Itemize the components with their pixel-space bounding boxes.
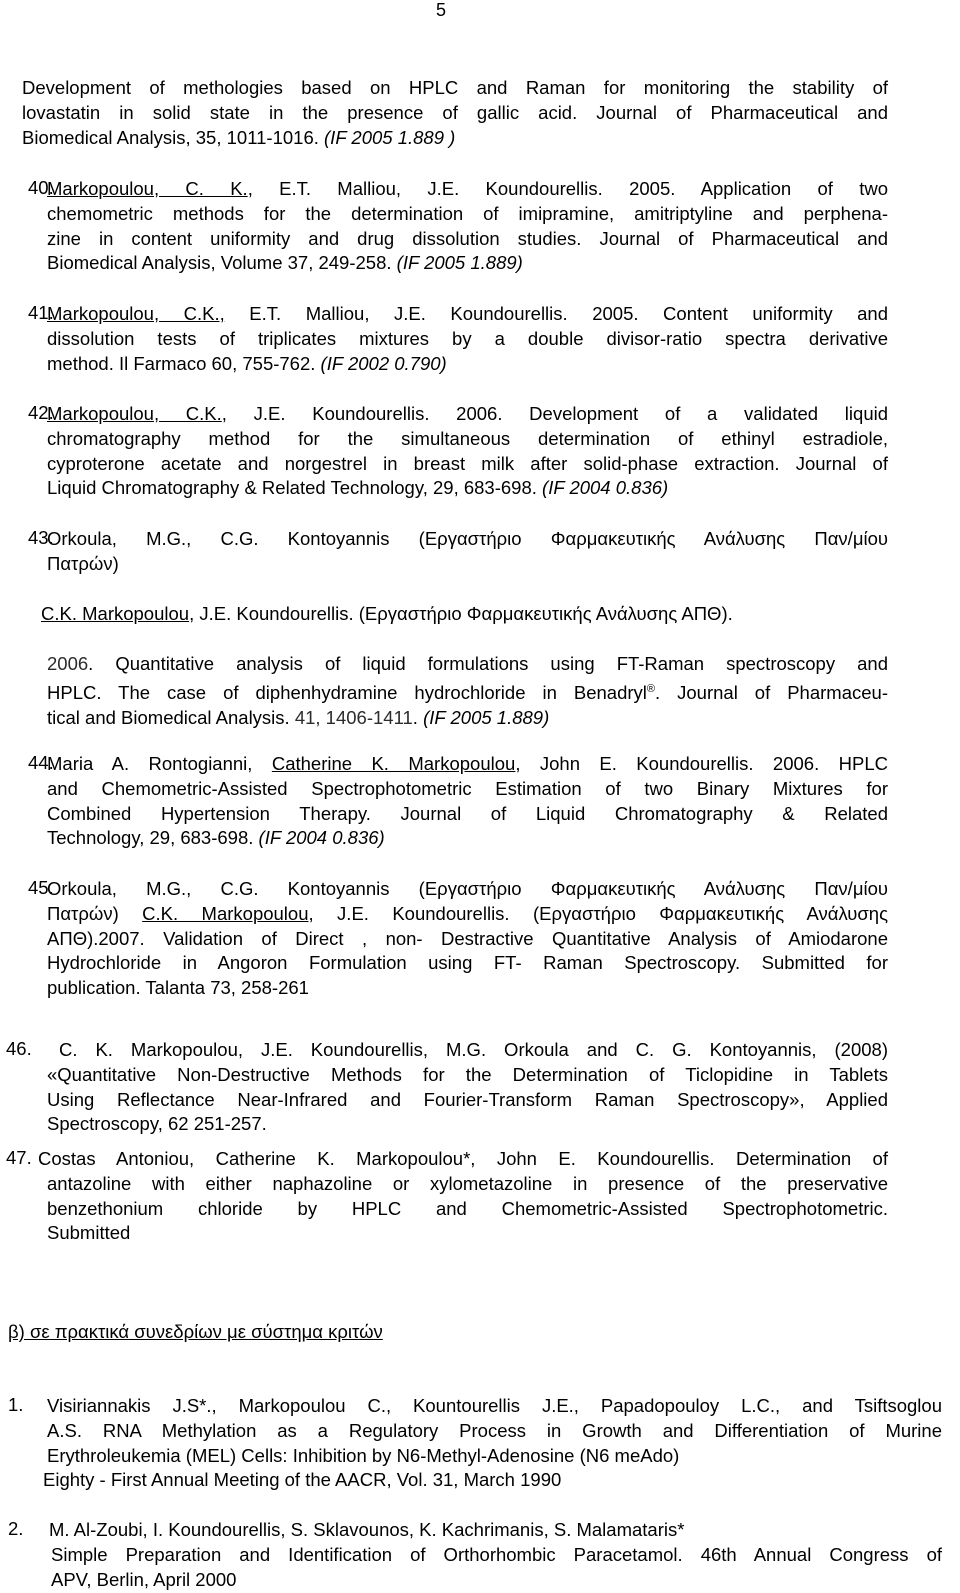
text-line: Erythroleukemia (MEL) Cells: Inhibition by N6-Methyl-Adenosine (N6 meAdo): [47, 1444, 680, 1466]
impact-factor: (IF 2002 0.790): [320, 352, 447, 374]
impact-factor: (IF 2005 1.889): [423, 706, 550, 728]
text-line: Πατρών): [47, 902, 143, 924]
reference-40: [47, 177, 888, 276]
text-line: Submitted: [47, 1222, 131, 1244]
impact-factor: (IF 2004 0.836): [542, 477, 669, 499]
impact-factor: (IF 2005 1.889 ): [324, 126, 456, 148]
text-line: A.S. RNA Methylation as a Regulatory Process in Growth and Differentiation of Murine: [47, 1419, 942, 1441]
text-line: Spectroscopy, 62 251-257.: [47, 1113, 267, 1135]
reference-number: 45.: [28, 877, 54, 898]
pages: 41, 1406-1411: [294, 706, 413, 728]
reference-44: [47, 752, 888, 851]
text-line: Technology, 29, 683-698.: [47, 827, 254, 849]
text-line: cyproterone acetate and norgestrel in breast milk after solid-phase extraction. Journal of: [47, 452, 888, 474]
text-line: Development of methologies based on HPLC and Raman for monitoring the stability of: [22, 77, 888, 98]
text-line: Using Reflectance Near-Infrared and Fourier-Transform Raman Spectroscopy», Applied: [47, 1088, 888, 1110]
text-line: . Quantitative analysis of liquid formulations using FT-Raman spectroscopy and: [88, 653, 888, 674]
text-line: chromatography method for the simultaneous determination of ethinyl estradiole,: [47, 427, 888, 449]
text-line: , J.E. Koundourellis. (Εργαστήριο Φαρμακευτικής Ανάλυσης ΑΠΘ).: [189, 603, 733, 624]
text-line: Orkoula, M.G., C.G. Kontoyannis (Εργαστήριο Φαρμακευτικής Ανάλυσης Παν/μίου: [47, 528, 888, 549]
text-line: Hydrochloride in Angoron Formulation using FT- Raman Spectroscopy. Submitted for: [47, 952, 888, 974]
text-line: HPLC. The case of diphenhydramine hydrochloride in Benadryl: [47, 681, 647, 703]
section-heading: β) σε πρακτικά συνεδρίων με σύστημα κριτών: [8, 1321, 383, 1342]
text-line: Combined Hypertension Therapy. Journal of Liquid Chromatography & Related: [47, 802, 888, 824]
text-line: «Quantitative Non-Destructive Methods for the Determination of Ticlopidine in Tablets: [47, 1063, 888, 1085]
text-line: method. Il Farmaco 60, 755-762.: [47, 352, 316, 374]
page-number: 5: [436, 0, 447, 20]
registered-mark: ®: [646, 682, 655, 695]
text-line: antazoline with either naphazoline or xylometazoline in presence of the preservative: [47, 1172, 888, 1194]
text-line: , John E. Koundourellis. 2006. HPLC: [515, 753, 888, 774]
text-line: Liquid Chromatography & Related Technology, 29, 683-698.: [47, 477, 537, 499]
text-line: publication. Talanta 73, 258-261: [47, 977, 309, 999]
reference-43: [47, 527, 888, 577]
reference-41: [47, 302, 888, 376]
reference-number: 46.: [6, 1038, 32, 1059]
conference-number: 1.: [8, 1394, 24, 1415]
author-underlined: Markopoulou, C.K.: [47, 403, 222, 424]
author-underlined: C.K. Markopoulou: [142, 902, 309, 924]
year: 2006: [47, 653, 89, 674]
conference-number: 2.: [8, 1518, 24, 1539]
text-line: dissolution tests of triplicates mixtures by a double divisor-ratio spectra derivative: [47, 327, 888, 349]
text-line: Πατρών): [47, 552, 119, 574]
text-line: Biomedical Analysis, Volume 37, 249-258.: [47, 252, 392, 274]
text-line: , J.E. Koundourellis. (Εργαστήριο Φαρμακευτικής Ανάλυσης: [308, 902, 888, 924]
text-line: Visiriannakis J.S*., Markopoulou C., Kountourellis J.E., Papadopouloy L.C., and Tsiftsoglou: [47, 1395, 942, 1416]
text-line: Maria A. Rontogianni,: [47, 753, 272, 774]
text-line: Eighty - First Annual Meeting of the AACR, Vol. 31, March 1990: [43, 1469, 562, 1491]
impact-factor: (IF 2005 1.889): [396, 252, 523, 274]
reference-45: [47, 877, 888, 1001]
reference-number: 40.: [28, 177, 54, 198]
text-line: . Journal of Pharmaceu-: [655, 681, 888, 703]
reference-number: 47.: [6, 1147, 32, 1168]
text-line: , J.E. Koundourellis. 2006. Development of a validated liquid: [221, 403, 889, 424]
text-line: Costas Antoniou, Catherine K. Markopoulou*, John E. Koundourellis. Determination of: [38, 1148, 888, 1169]
text-line: Biomedical Analysis, 35, 1011-1016.: [22, 126, 319, 148]
reference-47: [38, 1147, 888, 1246]
text-line: M. Al-Zoubi, I. Koundourellis, S. Sklavounos, K. Kachrimanis, S. Malamataris*: [49, 1519, 685, 1540]
text-line: C. K. Markopoulou, J.E. Koundourellis, M.G. Orkoula and C. G. Kontoyannis, (2008): [59, 1039, 888, 1060]
reference-number: 42.: [28, 402, 54, 423]
text-line: , E.T. Malliou, J.E. Koundourellis. 2005. Application of two: [247, 178, 888, 199]
text-line: Simple Preparation and Identification of Orthorhombic Paracetamol. 46th Annual Congress of: [51, 1543, 942, 1565]
text-line: benzethonium chloride by HPLC and Chemometric-Assisted Spectrophotometric.: [47, 1197, 888, 1219]
text-line: chemometric methods for the determination of imipramine, amitriptyline and perphena-: [47, 202, 888, 224]
author-underlined: Catherine K. Markopoulou: [271, 753, 516, 774]
author-underlined: C.K. Markopoulou: [41, 603, 190, 624]
text-line: lovastatin in solid state in the presence of gallic acid. Journal of Pharmaceutical and: [22, 101, 888, 123]
reference-number: 44.: [28, 752, 54, 773]
reference-42: [47, 402, 888, 501]
author-underlined: Markopoulou, C. K.: [47, 178, 248, 199]
reference-46: [47, 1038, 888, 1137]
reference-number: 43.: [28, 527, 54, 548]
author-underlined: Markopoulou, C.K.,: [47, 303, 225, 324]
text-line: APV, Berlin, April 2000: [51, 1568, 237, 1590]
text-line: tical and Biomedical Analysis.: [47, 706, 295, 728]
impact-factor: (IF 2004 0.836): [258, 827, 385, 849]
reference-43-authors: [41, 602, 888, 627]
reference-43-body: 2006. Quantitative analysis of liquid formulations using FT-Raman spectroscopy and HPLC. The case of diphenhydramine hydrochloride in Benadryl®. Journal of Pharmaceu- tical and Biomedical Analysis. 41, 1406-1411. (IF 2005 1.889): [47, 653, 888, 728]
text-line: ΑΠΘ).2007. Validation of Direct , non- Destractive Quantitative Analysis of Amiodarone: [47, 927, 888, 949]
text-line: and Chemometric-Assisted Spectrophotometric Estimation of two Binary Mixtures for: [47, 777, 888, 799]
conference-1: [43, 1394, 942, 1493]
text-line: zine in content uniformity and drug dissolution studies. Journal of Pharmaceutical and: [47, 227, 888, 249]
text-line: Orkoula, M.G., C.G. Kontoyannis (Εργαστήριο Φαρμακευτικής Ανάλυσης Παν/μίου: [47, 878, 888, 899]
conference-2: [49, 1518, 942, 1592]
text-line: E.T. Malliou, J.E. Koundourellis. 2005. Content uniformity and: [224, 303, 888, 324]
reference-number: 41.: [28, 302, 54, 323]
reference-39-continued: [22, 76, 888, 150]
